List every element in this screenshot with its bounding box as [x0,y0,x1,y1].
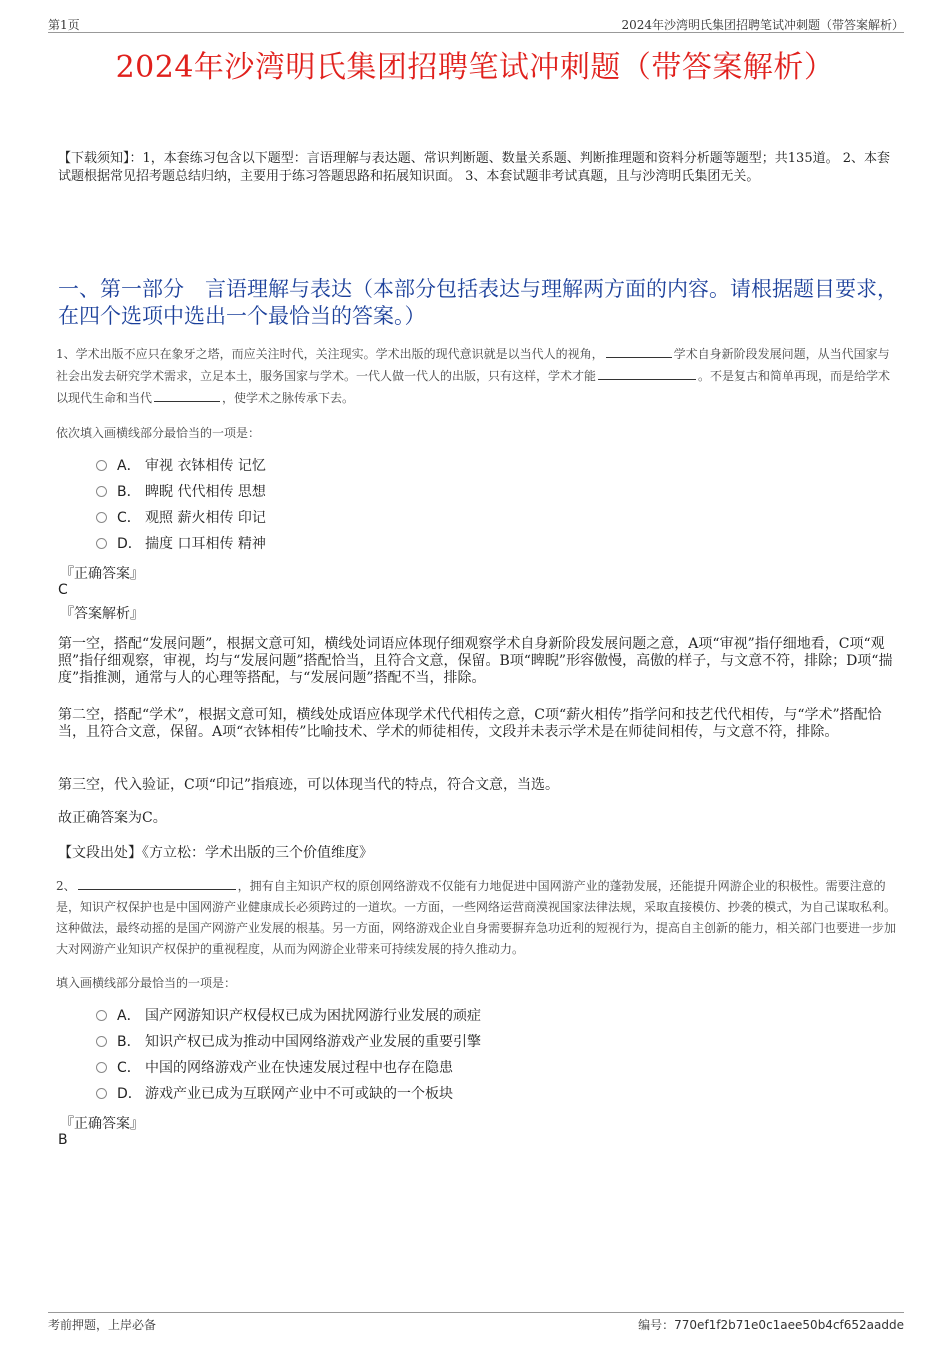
fill-blank [598,367,696,380]
analysis-label: 『答案解析』 [60,606,144,622]
analysis-conclusion: 故正确答案为C。 [58,810,167,826]
analysis-paragraph: 第二空，搭配“学术”，根据文意可知，横线处成语应体现学术代代相传之意，C项“薪火相传”指学问和技艺代代相传，与“学术”搭配恰当，且符合文意，保留。A项“衣钵相传”比喻技术、学术的师徒相传，文段并未表示学术是在师徒间相传，与文意不符，排除。 [58,707,882,740]
radio-icon[interactable] [96,538,107,549]
fill-blank [606,345,672,358]
fill-blank [78,877,236,890]
page-footer [48,1312,904,1333]
footer-code: 编号：770ef1f2b71e0c1aee50b4cf652aadde [638,1318,904,1332]
answer-label: 『正确答案』 [60,566,144,582]
radio-icon[interactable] [96,486,107,497]
radio-icon[interactable] [96,1010,107,1021]
question-2-option-a[interactable]: A． 国产网游知识产权侵权已成为困扰网游行业发展的顽症 [96,1006,481,1026]
answer-value: C [58,582,68,598]
radio-icon[interactable] [96,1088,107,1099]
question-1-prompt: 依次填入画横线部分最恰当的一项是： [56,426,261,440]
question-2-option-c[interactable]: C． 中国的网络游戏产业在快速发展过程中也存在隐患 [96,1058,453,1078]
radio-icon[interactable] [96,1036,107,1047]
radio-icon[interactable] [96,512,107,523]
question-1-option-a[interactable]: A． 审视 衣钵相传 记忆 [96,456,266,476]
page-number: 第1页 [48,18,80,32]
answer-label: 『正确答案』 [60,1116,144,1132]
source-citation: 【文段出处】《方立松：学术出版的三个价值维度》 [58,845,373,861]
section-heading: 一、第一部分 言语理解与表达（本部分包括表达与理解两方面的内容。请根据题目要求，在四个选项中选出一个最恰当的答案。） [58,277,898,328]
question-2-option-d[interactable]: D． 游戏产业已成为互联网产业中不可或缺的一个板块 [96,1084,453,1104]
radio-icon[interactable] [96,1062,107,1073]
question-1-option-d[interactable]: D． 揣度 口耳相传 精神 [96,534,266,554]
question-1-text: 1、学术出版不应只在象牙之塔，而应关注时代，关注现实。学术出版的现代意识就是以当代人的视角， 学术自身新阶段发展问题，从当代国家与社会出发去研究学术需求，立足本土，服务国家与学术。一代人做一代人的出版，只有这样，学术才能 。不是复古和简单再现，而是给学术以现代生命和当代 ，使学术之脉传承下去。 [56,347,891,405]
download-notice: 【下载须知】：1，本套练习包含以下题型：言语理解与表达题、常识判断题、数量关系题、判断推理题和资料分析题等题型；共135道。 2、本套试题根据常见招考题总结归纳，主要用于练习答题思路和拓展知识面。 3、本套试题非考试真题，且与沙湾明氏集团无关。 [58,151,890,184]
question-1-option-b[interactable]: B． 睥睨 代代相传 思想 [96,482,266,502]
question-1-option-c[interactable]: C． 观照 薪火相传 印记 [96,508,266,528]
question-2-option-b[interactable]: B． 知识产权已成为推动中国网络游戏产业发展的重要引擎 [96,1032,481,1052]
document-title: 2024年沙湾明氏集团招聘笔试冲刺题（带答案解析） [115,50,835,85]
answer-value: B [58,1132,68,1148]
fill-blank [154,389,220,402]
footer-slogan: 考前押题，上岸必备 [48,1318,157,1332]
analysis-paragraph: 第一空，搭配“发展问题”，根据文意可知，横线处词语应体现仔细观察学术自身新阶段发展问题之意，A项“审视”指仔细地看，C项“观照”指仔细观察，审视，均与“发展问题”搭配恰当，且符合文意，保留。B项“睥睨”形容傲慢，高傲的样子，与文意不符，排除；D项“揣度”指推测，通常与人的心理等搭配，与“发展问题”搭配不当，排除。 [58,636,893,686]
page-header [48,14,904,33]
radio-icon[interactable] [96,460,107,471]
analysis-paragraph: 第三空，代入验证，C项“印记”指痕迹，可以体现当代的特点，符合文意，当选。 [58,777,560,793]
header-doc-title: 2024年沙湾明氏集团招聘笔试冲刺题（带答案解析） [621,18,904,32]
question-2-prompt: 填入画横线部分最恰当的一项是： [56,976,237,990]
question-2-text: 2、 ，拥有自主知识产权的原创网络游戏不仅能有力地促进中国网游产业的蓬勃发展，还能提升网游企业的积极性。需要注意的是，知识产权保护也是中国网游产业健康成长必须跨过的一道坎。一方面，一些网络运营商漠视国家法律法规，采取直接模仿、抄袭的模式，为自己谋取私利。这种做法，最终动摇的是国产网游产业发展的根基。另一方面，网络游戏企业自身需要摒弃急功近利的短视行为，提高自主创新的能力，相关部门也要进一步加大对网游产业知识产权保护的重视程度，从而为网游企业带来可持续发展的持久推动力。 [56,879,897,956]
